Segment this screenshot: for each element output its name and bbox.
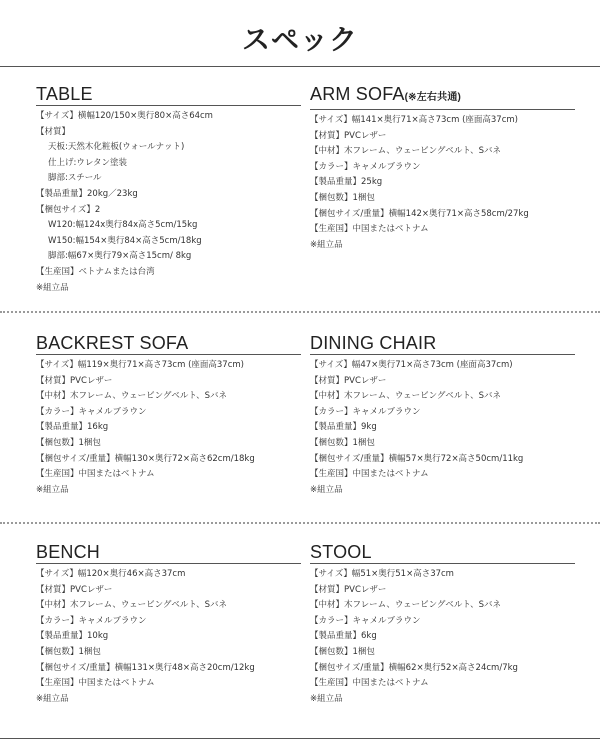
spec-line: 【生産国】中国またはベトナム: [36, 678, 155, 689]
spec-line: 【梱包数】1梱包: [36, 437, 101, 448]
spec-line: 【製品重量】9kg: [310, 422, 377, 433]
section-heading: [310, 83, 575, 110]
spec-line: 【梱包サイズ/重量】横幅142×奥行71×高さ58cm/27kg: [310, 208, 529, 219]
spec-line: 天板:天然木化粧板(ウォールナット): [48, 142, 185, 153]
spec-line: ※組立品: [310, 484, 343, 495]
spec-list: [36, 567, 306, 707]
section-heading: [310, 332, 575, 355]
spec-list: [36, 109, 306, 296]
section-divider: [0, 311, 600, 313]
spec-line: 【サイズ】幅141×奥行71×高さ73cm (座面高37cm): [310, 115, 518, 125]
spec-line: 【カラー】キャメルブラウン: [36, 615, 147, 626]
spec-line: 脚部:幅67×奥行79×高さ15cm/ 8kg: [48, 251, 192, 262]
section-heading: [310, 541, 575, 564]
spec-line: 【生産国】中国またはベトナム: [310, 678, 429, 689]
spec-line: 【中材】木フレーム、ウェービングベルト、Sバネ: [310, 600, 502, 611]
spec-line: ※組立品: [310, 693, 343, 704]
spec-line: 【中材】木フレーム、ウェービングベルト、Sバネ: [310, 146, 502, 157]
spec-line: 【カラー】キャメルブラウン: [310, 161, 421, 172]
spec-line: 【材質】PVCレザー: [310, 130, 387, 141]
spec-line: 【製品重量】25kg: [310, 177, 383, 188]
spec-section-stool: [310, 541, 580, 707]
spec-line: 仕上げ:ウレタン塗装: [48, 157, 128, 168]
spec-line: 【梱包サイズ/重量】横幅130×奥行72×高さ62cm/18kg: [36, 453, 255, 464]
spec-line: 【カラー】キャメルブラウン: [310, 615, 421, 626]
spec-line: 【材質】PVCレザー: [310, 584, 387, 595]
title-divider: [0, 66, 600, 67]
section-heading: [36, 332, 301, 355]
section-title: STOOL: [310, 542, 372, 562]
section-note: (※左右共通): [404, 92, 462, 103]
spec-line: 【梱包数】1梱包: [310, 646, 375, 657]
page-title: スペック: [241, 23, 358, 56]
section-heading: [36, 541, 301, 564]
spec-line: 【サイズ】横幅120/150×奥行80×高さ64cm: [36, 111, 213, 121]
spec-line: 【サイズ】幅51×奥行51×高さ37cm: [310, 569, 454, 579]
spec-line: 【中材】木フレーム、ウェービングベルト、Sバネ: [310, 391, 502, 402]
spec-list: [36, 358, 306, 498]
spec-section-arm-sofa: [310, 83, 580, 253]
spec-line: ※組立品: [36, 484, 69, 495]
spec-line: 【カラー】キャメルブラウン: [36, 406, 147, 417]
spec-line: ※組立品: [310, 239, 343, 250]
spec-line: ※組立品: [36, 282, 69, 293]
spec-line: 【生産国】ベトナムまたは台湾: [36, 266, 155, 277]
spec-line: 【中材】木フレーム、ウェービングベルト、Sバネ: [36, 600, 228, 611]
spec-section-table: [36, 83, 306, 296]
spec-line: W150:幅154×奥行84×高さ5cm/18kg: [48, 235, 202, 246]
spec-section-backrest-sofa: [36, 332, 306, 498]
spec-line: 【生産国】中国またはベトナム: [310, 224, 429, 235]
section-title: BACKREST SOFA: [36, 333, 189, 353]
section-divider: [0, 522, 600, 524]
spec-line: 【材質】PVCレザー: [36, 584, 113, 595]
spec-line: 【梱包数】1梱包: [36, 646, 101, 657]
spec-line: 【中材】木フレーム、ウェービングベルト、Sバネ: [36, 391, 228, 402]
spec-line: 【生産国】中国またはベトナム: [310, 469, 429, 480]
spec-line: 【梱包サイズ】2: [36, 204, 101, 215]
spec-list: [310, 358, 580, 498]
section-title: DINING CHAIR: [310, 333, 437, 353]
spec-line: 【製品重量】20kg／23kg: [36, 188, 138, 199]
spec-line: 【梱包サイズ/重量】横幅62×奥行52×高さ24cm/7kg: [310, 662, 518, 673]
spec-line: ※組立品: [36, 693, 69, 704]
spec-list: [310, 567, 580, 707]
spec-line: 【材質】: [36, 126, 71, 137]
spec-line: 【サイズ】幅47×奥行71×高さ73cm (座面高37cm): [310, 360, 513, 370]
section-heading: [36, 83, 301, 106]
spec-section-bench: [36, 541, 306, 707]
spec-line: 【サイズ】幅120×奥行46×高さ37cm: [36, 569, 186, 579]
spec-line: 【材質】PVCレザー: [36, 375, 113, 386]
spec-line: 【生産国】中国またはベトナム: [36, 469, 155, 480]
spec-line: 【製品重量】6kg: [310, 631, 377, 642]
spec-line: 【製品重量】10kg: [36, 631, 109, 642]
section-title: BENCH: [36, 542, 101, 562]
section-title: ARM SOFA: [310, 84, 405, 104]
spec-line: W120:幅124x奥行84x高さ5cm/15kg: [48, 220, 198, 231]
spec-line: 【梱包サイズ/重量】横幅131×奥行48×高さ20cm/12kg: [36, 662, 255, 673]
spec-line: 【材質】PVCレザー: [310, 375, 387, 386]
spec-line: 【カラー】キャメルブラウン: [310, 406, 421, 417]
section-title: TABLE: [36, 84, 93, 104]
spec-line: 【梱包数】1梱包: [310, 437, 375, 448]
spec-list: [310, 113, 580, 253]
bottom-divider: [0, 738, 600, 739]
spec-line: 脚部:スチール: [48, 173, 102, 184]
spec-line: 【梱包数】1梱包: [310, 192, 375, 203]
spec-line: 【梱包サイズ/重量】横幅57×奥行72×高さ50cm/11kg: [310, 453, 524, 464]
spec-section-dining-chair: [310, 332, 580, 498]
spec-line: 【製品重量】16kg: [36, 422, 109, 433]
spec-line: 【サイズ】幅119×奥行71×高さ73cm (座面高37cm): [36, 360, 244, 370]
